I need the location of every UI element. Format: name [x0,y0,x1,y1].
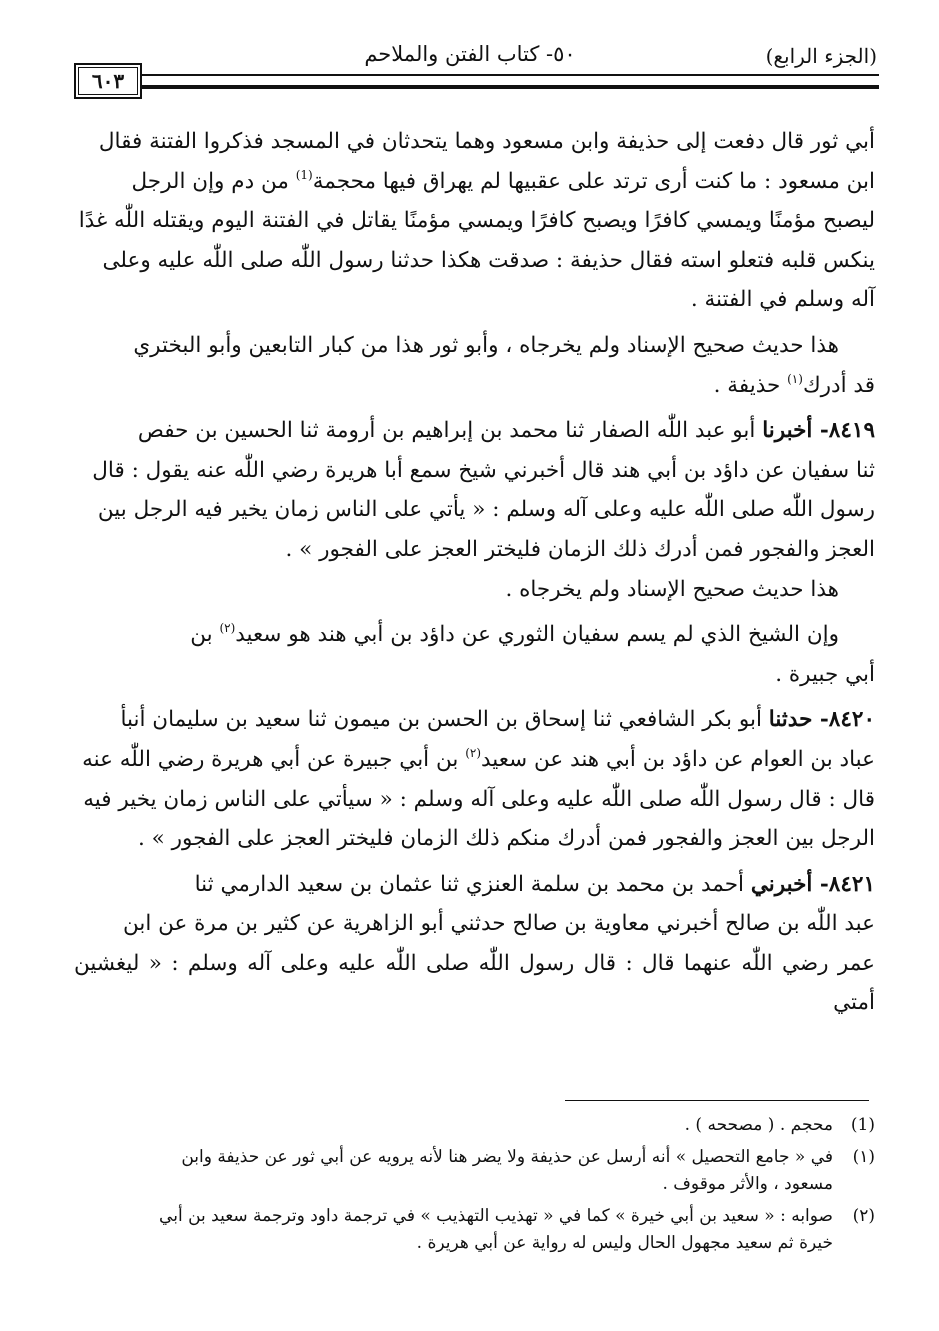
footnote-ref: (1) [295,167,313,182]
text-line: قال : قال رسول اللّٰه صلى اللّٰه عليه وعلى آله وسلم : « سيأتي على الناس زمان يخير فيه [83,786,875,812]
text-line: قد أدرك$^{(١)}$ حذيفة . [713,371,875,398]
page-number-box [74,63,142,99]
text-line: رسول اللّٰه صلى اللّٰه عليه وعلى آله وسلم : « يأتي على الناس زمان يخير فيه الرجل بين [97,497,875,523]
footnote [74,1112,875,1139]
hadith-number: ٨٤٢١ [828,871,875,897]
footnote-line: خيرة ثم سعيد مجهول الحال وليس له رواية عن أبي هريرة . [416,1233,833,1253]
footnote-text [74,1112,833,1139]
hadith-keyword: أخبرنا [762,418,813,444]
text-line: أبي ثور قال دفعت إلى حذيفة وابن مسعود وهما يتحدثان في المسجد فذكروا الفتنة فقال [98,129,875,154]
footnotes [74,1112,875,1262]
footnote-text [74,1203,833,1257]
footnote-line: محجم . ( مصححه ) . [684,1115,833,1135]
paragraph-continuation [74,122,875,320]
footnote-ref: (١) [787,371,803,386]
header-book-title: ٥٠- كتاب الفتن والملاحم [364,42,576,66]
footnote-mark: (1) [850,1115,875,1135]
text-line: ليصبح مؤمنًا ويمسي كافرًا ويصبح كافرًا ويمسي مؤمنًا يقاتل في الفتنة اليوم ويقتله اللّٰه غدًا [78,208,875,234]
text-line: وإن الشيخ الذي لم يسم سفيان الثوري عن داؤد بن أبي هند هو سعيد$^{(٢)}$ بن [190,621,839,648]
footnote-line: في « جامع التحصيل » أنه أرسل عن حذيفة ولا يضر هنا لأنه يرويه عن أبي ثور عن حذيفة وابن [181,1147,833,1167]
paragraph-grading [74,326,875,405]
footnote-mark: (١) [852,1147,875,1167]
text-line: عباد بن العوام عن داؤد بن أبي هند عن سعيد$^{(٢)}$ بن أبي جبيرة عن أبي هريرة رضي اللّٰه عنه [82,745,875,772]
text-line: أبي جبيرة . [775,661,875,687]
paragraph-note [74,615,875,694]
footnote-line: مسعود ، والأثر موقوف . [662,1174,833,1194]
hadith-number: ٨٤١٩ [828,418,875,444]
text-line: عبد اللّٰه بن صالح أخبرني معاوية بن صالح حدثني أبو الزاهرية عن كثير بن مرة عن ابن [122,911,875,937]
footnote-text [74,1144,833,1198]
header-rule-thin [140,74,879,76]
text-line: آله وسلم في الفتنة . [690,287,875,313]
page-number: ٦٠٣ [91,69,125,93]
header-rule-thick [140,85,879,89]
footnote-ref: (٢) [465,745,482,760]
text-line: ينكس قلبه فتعلو استه فقال حذيفة : صدقت هكذا حدثنا رسول اللّٰه صلى اللّٰه عليه وعلى [102,247,875,273]
footnote-line: صوابه : « سعيد بن أبي خيرة » كما في « تهذيب التهذيب » في ترجمة داود وترجمة سعيد بن أبي [159,1206,833,1226]
hadith-8419 [74,411,875,569]
text-line: هذا حديث صحيح الإسناد ولم يخرجاه ، وأبو ثور هذا من كبار التابعين وأبو البختري [133,332,839,358]
text-line: العجز والفجور فمن أدرك ذلك الزمان فليختر العجز على الفجور » . [285,536,875,562]
footnote [74,1144,875,1198]
text-line: ٨٤١٩- أخبرنا أبو عبد اللّٰه الصفار ثنا محمد بن إبراهيم بن أرومة ثنا الحسين بن حفص [137,418,875,444]
hadith-keyword: أخبرني [750,871,813,897]
footnote [74,1203,875,1257]
text-line: ٨٤٢٠- حدثنا أبو بكر الشافعي ثنا إسحاق بن الحسن بن ميمون ثنا سعيد بن سليمان أنبأ [120,707,875,733]
text-line: ٨٤٢١- أخبرني أحمد بن محمد بن سلمة العنزي ثنا عثمان بن سعيد الدارمي ثنا [194,871,875,897]
header-part-label: (الجزء الرابع) [765,44,877,68]
footnote-separator [565,1100,869,1101]
hadith-8421 [74,865,875,1023]
text-line: ابن مسعود : ما كنت أرى ترتد على عقبيها لم يهراق فيها محجمة$^{(1)}$ من دم وإن الرجل [131,167,875,194]
footnote-ref: (٢) [219,621,236,636]
text-line: ثنا سفيان عن داؤد بن أبي هند قال أخبرني شيخ سمع أبا هريرة رضي اللّٰه عنه يقول : قال [92,457,875,483]
text-line: الرجل بين العجز والفجور فمن أدرك منكم ذلك الزمان فليختر العجز على الفجور » . [137,826,875,852]
hadith-keyword: حدثنا [768,707,813,733]
footnote-mark: (٢) [852,1206,875,1226]
paragraph-grading-2: هذا حديث صحيح الإسناد ولم يخرجاه . [505,576,839,602]
text-line: عمر رضي اللّٰه عنهما قال : قال رسول اللّٰه صلى اللّٰه عليه وعلى آله وسلم : « ليغشين أمتي [74,950,875,1016]
hadith-number: ٨٤٢٠ [828,707,875,733]
main-text [74,122,875,1023]
hadith-8420 [74,700,875,858]
